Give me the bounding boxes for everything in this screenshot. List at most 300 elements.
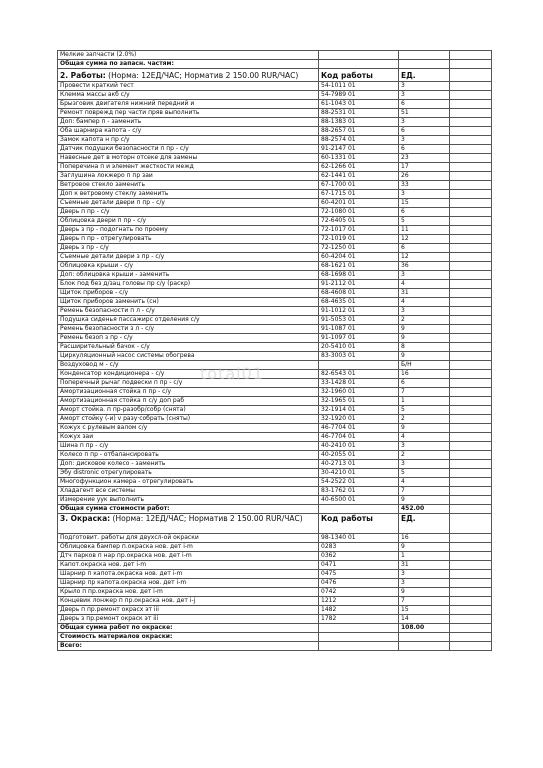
work-cell-extra (450, 136, 492, 145)
work-row (58, 496, 492, 505)
works-col-units: ЕД. (399, 69, 450, 82)
work-cell-name: Шина п пр - с/у (58, 442, 319, 451)
work-cell-extra (450, 226, 492, 235)
work-cell-qty: 7 (399, 487, 450, 496)
work-cell-extra (450, 208, 492, 217)
paint-cell-code: 1482 (319, 606, 399, 615)
work-cell-extra (450, 172, 492, 181)
work-cell-code: 72-1250 01 (319, 244, 399, 253)
work-cell-extra (450, 154, 492, 163)
paint-cell-qty: 31 (399, 561, 450, 570)
work-cell-extra (450, 235, 492, 244)
work-cell-extra (450, 361, 492, 370)
work-cell-code: 32-1914 01 (319, 406, 399, 415)
works-title-bold: 2. Работы: (60, 70, 106, 80)
materials-label: Стоимость материалов окраски: (58, 633, 319, 642)
paint-cell-name: Дверь з пр.ремонт окраск эт iii (58, 615, 319, 624)
work-cell-name: Ремень безоп з пр - с/у (58, 334, 319, 343)
work-row (58, 82, 492, 91)
paint-cell-code: 0283 (319, 543, 399, 552)
work-row (58, 253, 492, 262)
work-row (58, 415, 492, 424)
paint-cell-qty: 3 (399, 579, 450, 588)
parts-cell-code (319, 51, 399, 60)
paint-col-code: Код работы (319, 514, 399, 534)
work-cell-code: 54-1011 01 (319, 82, 399, 91)
work-cell-extra (450, 316, 492, 325)
watermark-logo: total01 (200, 364, 264, 383)
work-cell-name: Брызговик двигателя нижний передний и (58, 100, 319, 109)
work-cell-code: 30-4210 01 (319, 469, 399, 478)
paint-cell-qty: 16 (399, 534, 450, 543)
work-row (58, 325, 492, 334)
paint-col-extra (450, 514, 492, 534)
work-cell-name: Амортизационная стойка п пр - с/у (58, 388, 319, 397)
work-cell-qty: 33 (399, 181, 450, 190)
work-row (58, 298, 492, 307)
work-cell-qty: 31 (399, 289, 450, 298)
work-cell-code: 88-2531 01 (319, 109, 399, 118)
paint-row (58, 543, 492, 552)
work-cell-extra (450, 82, 492, 91)
paint-cell-name: Шарнир пр капота.окраска нов. дет i-m (58, 579, 319, 588)
paint-cell-qty: 9 (399, 543, 450, 552)
work-cell-name: Хладагент все системы (58, 487, 319, 496)
work-row (58, 451, 492, 460)
paint-cell-name: Дверь п пр.ремонт окрасх эт iii (58, 606, 319, 615)
paint-cell-code: 0742 (319, 588, 399, 597)
work-cell-qty: 6 (399, 208, 450, 217)
parts-total-value (399, 60, 450, 69)
work-cell-qty: 6 (399, 100, 450, 109)
work-cell-code: 68-1621 01 (319, 262, 399, 271)
works-total-label: Общая сумма стоимости работ: (58, 505, 319, 514)
parts-cell-name: Мелкие запчасти (2.0%) (58, 51, 319, 60)
works-total-empty (319, 505, 399, 514)
work-cell-code: 46-7704 01 (319, 424, 399, 433)
work-row (58, 271, 492, 280)
work-cell-name: Съемные детали двери п пр - с/у (58, 199, 319, 208)
work-cell-extra (450, 451, 492, 460)
work-cell-extra (450, 469, 492, 478)
work-cell-code: 54-2522 01 (319, 478, 399, 487)
paint-cell-extra (450, 615, 492, 624)
work-cell-name: Щиток приборов заменить (сн) (58, 298, 319, 307)
work-cell-code: 33-1428 01 (319, 379, 399, 388)
work-cell-code: 62-1266 01 (319, 163, 399, 172)
paint-cell-extra (450, 579, 492, 588)
paint-cell-code: 1212 (319, 597, 399, 606)
work-cell-name: Клемма массы акб с/у (58, 91, 319, 100)
grand-total-empty-3 (450, 642, 492, 651)
paint-total-extra (450, 624, 492, 633)
paint-cell-qty: 1 (399, 552, 450, 561)
work-cell-extra (450, 217, 492, 226)
work-cell-code: 61-1043 01 (319, 100, 399, 109)
work-cell-code: 72-6405 01 (319, 217, 399, 226)
work-cell-name: Ремень безопасности з л - с/у (58, 325, 319, 334)
work-cell-qty: 3 (399, 307, 450, 316)
works-section-title (58, 69, 319, 82)
paint-row (58, 534, 492, 543)
work-cell-code: 60-4201 01 (319, 199, 399, 208)
work-cell-qty: 4 (399, 433, 450, 442)
work-cell-qty: 2 (399, 415, 450, 424)
paint-cell-name: Крыло п пр.окраска нов. дет i-m (58, 588, 319, 597)
work-cell-qty: 36 (399, 262, 450, 271)
materials-empty-1 (319, 633, 399, 642)
work-cell-name: Кожух заи (58, 433, 319, 442)
paint-cell-name: Облицовка бампер п.окраска нов. дет i-m (58, 543, 319, 552)
work-cell-extra (450, 433, 492, 442)
work-cell-code: 20-5410 01 (319, 343, 399, 352)
work-cell-name: Амортизационная стойка п с/у доп раб (58, 397, 319, 406)
work-cell-code: 91-1087 01 (319, 325, 399, 334)
work-cell-qty: 12 (399, 253, 450, 262)
work-cell-extra (450, 253, 492, 262)
work-cell-qty: 26 (399, 172, 450, 181)
paint-cell-extra (450, 597, 492, 606)
work-cell-code: 32-1965 01 (319, 397, 399, 406)
estimate-document (57, 50, 491, 651)
work-row (58, 343, 492, 352)
work-cell-qty: 2 (399, 451, 450, 460)
work-cell-qty: 7 (399, 388, 450, 397)
work-cell-code: 46-7704 01 (319, 433, 399, 442)
work-row (58, 163, 492, 172)
work-cell-code: 91-2147 01 (319, 145, 399, 154)
paint-cell-code: 0476 (319, 579, 399, 588)
work-cell-qty: 4 (399, 298, 450, 307)
work-cell-code: 91-5053 01 (319, 316, 399, 325)
paint-cell-code: 0471 (319, 561, 399, 570)
work-cell-extra (450, 181, 492, 190)
paint-cell-code: 98-1340 01 (319, 534, 399, 543)
paint-row (58, 588, 492, 597)
work-cell-code: 40-2713 01 (319, 460, 399, 469)
parts-total-empty (319, 60, 399, 69)
work-cell-extra (450, 289, 492, 298)
work-cell-qty: 2 (399, 316, 450, 325)
work-cell-qty: 3 (399, 91, 450, 100)
work-cell-qty: 23 (399, 154, 450, 163)
work-cell-name: Измерение уук выполнить (58, 496, 319, 505)
paint-row (58, 615, 492, 624)
work-cell-extra (450, 442, 492, 451)
work-cell-extra (450, 343, 492, 352)
work-cell-extra (450, 163, 492, 172)
work-cell-extra (450, 487, 492, 496)
paint-cell-qty: 15 (399, 606, 450, 615)
work-cell-qty: 3 (399, 82, 450, 91)
work-cell-qty: 16 (399, 370, 450, 379)
work-cell-qty: 17 (399, 163, 450, 172)
work-cell-extra (450, 262, 492, 271)
work-cell-extra (450, 460, 492, 469)
work-cell-name: Колесо п пр - отбалансировать (58, 451, 319, 460)
work-cell-code: 91-1097 01 (319, 334, 399, 343)
work-cell-qty: 3 (399, 136, 450, 145)
work-cell-code: 72-1019 01 (319, 235, 399, 244)
paint-cell-code: 1782 (319, 615, 399, 624)
work-row (58, 307, 492, 316)
work-cell-name: Доп к ветровому стеклу заменить (58, 190, 319, 199)
work-cell-name: Доп: бампер п - заменить (58, 118, 319, 127)
work-cell-code: 40-2410 01 (319, 442, 399, 451)
work-cell-code: 88-2574 01 (319, 136, 399, 145)
paint-cell-extra (450, 588, 492, 597)
work-cell-qty: 12 (399, 235, 450, 244)
paint-cell-code: 0362 (319, 552, 399, 561)
work-row (58, 379, 492, 388)
work-cell-extra (450, 379, 492, 388)
work-cell-name: Многофункцион камера - отрегулировать (58, 478, 319, 487)
work-cell-qty: Б/Н (399, 361, 450, 370)
estimate-table (57, 50, 492, 651)
work-cell-code: 40-2055 01 (319, 451, 399, 460)
work-cell-code: 68-4635 01 (319, 298, 399, 307)
work-row (58, 424, 492, 433)
paint-cell-name: Концевик лонжер п пр.окраска нов. дет i-j (58, 597, 319, 606)
paint-row (58, 570, 492, 579)
work-cell-qty: 51 (399, 109, 450, 118)
work-cell-name: Облицовка крыши - с/у (58, 262, 319, 271)
paint-row (58, 579, 492, 588)
work-cell-code (319, 361, 399, 370)
work-cell-name: Заглушина локжеро п пр заи (58, 172, 319, 181)
grand-total-label: Всего: (58, 642, 319, 651)
work-row (58, 208, 492, 217)
work-cell-code: 88-2657 01 (319, 127, 399, 136)
paint-col-units: ЕД. (399, 514, 450, 534)
parts-total-row (58, 60, 492, 69)
work-cell-extra (450, 424, 492, 433)
work-row (58, 181, 492, 190)
paint-row (58, 552, 492, 561)
work-cell-name: Блок под без д/зац головы пр с/у (раскр) (58, 280, 319, 289)
work-cell-name: Доп: облицовка крыши - заменить (58, 271, 319, 280)
work-cell-name: Дверь з пр - подогнать по проему (58, 226, 319, 235)
work-cell-qty: 6 (399, 244, 450, 253)
work-cell-qty: 3 (399, 271, 450, 280)
work-cell-name: Щиток приборов - с/у (58, 289, 319, 298)
work-row (58, 190, 492, 199)
work-cell-code: 83-1762 01 (319, 487, 399, 496)
paint-cell-extra (450, 606, 492, 615)
work-cell-extra (450, 100, 492, 109)
paint-cell-extra (450, 543, 492, 552)
work-row (58, 280, 492, 289)
work-cell-code: 67-1715 01 (319, 190, 399, 199)
work-cell-name: Дверь п пр - с/у (58, 208, 319, 217)
work-cell-extra (450, 244, 492, 253)
work-row (58, 334, 492, 343)
work-cell-name: Дверь з пр - с/у (58, 244, 319, 253)
work-cell-code: 54-7989 01 (319, 91, 399, 100)
work-cell-qty: 6 (399, 379, 450, 388)
work-cell-name: Датчик подушки безопасности п пр - с/у (58, 145, 319, 154)
work-cell-extra (450, 109, 492, 118)
paint-section-title (58, 514, 319, 534)
paint-cell-name: Шарнир п капота.окраска нов. дет i-m (58, 570, 319, 579)
work-row (58, 118, 492, 127)
works-section-header (58, 69, 492, 82)
work-cell-name: Поперечина п и элемент жесткости межд (58, 163, 319, 172)
works-total-row (58, 505, 492, 514)
work-cell-qty: 5 (399, 217, 450, 226)
work-row (58, 172, 492, 181)
work-cell-code: 60-4204 01 (319, 253, 399, 262)
paint-cell-name: Подготовит. работы для двухсл-ой окраски (58, 534, 319, 543)
work-cell-code: 60-1331 01 (319, 154, 399, 163)
work-cell-name: Оба шарнира капота - с/у (58, 127, 319, 136)
works-rows (58, 82, 492, 505)
work-cell-code: 68-1698 01 (319, 271, 399, 280)
work-cell-qty: 9 (399, 496, 450, 505)
paint-cell-qty: 7 (399, 597, 450, 606)
paint-cell-extra (450, 534, 492, 543)
work-cell-qty: 3 (399, 442, 450, 451)
work-cell-qty: 5 (399, 406, 450, 415)
works-title-rest: (Норма: 12ЕД/ЧАС; Норматив 2 150.00 RUR/ЧАС) (105, 70, 299, 80)
work-cell-name: Аморт стойка. п пр-разобр/собр (снята) (58, 406, 319, 415)
paint-cell-extra (450, 561, 492, 570)
work-row (58, 478, 492, 487)
paint-cell-qty: 3 (399, 570, 450, 579)
work-row (58, 469, 492, 478)
work-row (58, 460, 492, 469)
paint-total-empty (319, 624, 399, 633)
work-row (58, 352, 492, 361)
work-cell-qty: 4 (399, 280, 450, 289)
work-cell-name: Подушка сиденья пассажирс отделения с/у (58, 316, 319, 325)
work-cell-extra (450, 271, 492, 280)
work-cell-name: Ремень безопасности п л - с/у (58, 307, 319, 316)
grand-total-empty-2 (399, 642, 450, 651)
work-cell-name: Облицовка двери п пр - с/у (58, 217, 319, 226)
work-cell-qty: 11 (399, 226, 450, 235)
work-row (58, 406, 492, 415)
paint-title-rest: (Норма: 12ЕД/ЧАС; Норматив 2 150.00 RUR/ЧАС) (110, 514, 303, 523)
works-total-extra (450, 505, 492, 514)
parts-total-extra (450, 60, 492, 69)
paint-row (58, 561, 492, 570)
work-cell-code: 68-4608 01 (319, 289, 399, 298)
work-cell-extra (450, 91, 492, 100)
work-cell-extra (450, 325, 492, 334)
work-cell-extra (450, 280, 492, 289)
work-cell-name: Замок капота н пр с/у (58, 136, 319, 145)
work-cell-code: 32-1920 01 (319, 415, 399, 424)
work-row (58, 226, 492, 235)
work-cell-code: 32-1960 01 (319, 388, 399, 397)
work-cell-name: Воздуховод м - с/у (58, 361, 319, 370)
paint-cell-name: Капот.окраска нов. дет i-m (58, 561, 319, 570)
materials-empty-3 (450, 633, 492, 642)
work-cell-name: Доп: дисковое колесо - заменить (58, 460, 319, 469)
work-row (58, 433, 492, 442)
paint-row (58, 606, 492, 615)
paint-cell-qty: 14 (399, 615, 450, 624)
work-cell-code: 91-2112 01 (319, 280, 399, 289)
paint-total-label: Общая сумма работ по окраске: (58, 624, 319, 633)
work-cell-code: 40-6500 01 (319, 496, 399, 505)
materials-empty-2 (399, 633, 450, 642)
work-cell-qty: 6 (399, 127, 450, 136)
work-cell-code: 82-6543 01 (319, 370, 399, 379)
work-row (58, 388, 492, 397)
work-cell-qty: 9 (399, 424, 450, 433)
parts-cell-extra (450, 51, 492, 60)
work-row (58, 487, 492, 496)
work-cell-extra (450, 298, 492, 307)
parts-row (58, 51, 492, 60)
paint-cell-name: Дтч парков п нар пр.окраска нов. дет i-m (58, 552, 319, 561)
works-col-extra (450, 69, 492, 82)
work-row (58, 91, 492, 100)
work-cell-extra (450, 352, 492, 361)
materials-row (58, 633, 492, 642)
works-total-value: 452.00 (399, 505, 450, 514)
work-cell-qty: 3 (399, 118, 450, 127)
work-cell-extra (450, 478, 492, 487)
work-cell-extra (450, 415, 492, 424)
work-cell-extra (450, 118, 492, 127)
work-cell-extra (450, 496, 492, 505)
paint-title-bold: 3. Окраска: (60, 514, 111, 523)
work-cell-name: Расширительный бачок - с/у (58, 343, 319, 352)
work-row (58, 442, 492, 451)
work-cell-extra (450, 370, 492, 379)
paint-total-row (58, 624, 492, 633)
work-cell-name: Провести краткий тест (58, 82, 319, 91)
parts-total-label: Общая сумма по запасн. частям: (58, 60, 319, 69)
work-cell-code: 72-1080 01 (319, 208, 399, 217)
work-cell-name: Навесные дет в моторн отсеке для замены (58, 154, 319, 163)
work-cell-extra (450, 406, 492, 415)
work-cell-qty: 15 (399, 199, 450, 208)
work-cell-qty: 9 (399, 325, 450, 334)
work-row (58, 145, 492, 154)
parts-cell-qty (399, 51, 450, 60)
grand-total-empty-1 (319, 642, 399, 651)
work-cell-qty: 9 (399, 352, 450, 361)
work-cell-name: Съемные детали двери з пр - с/у (58, 253, 319, 262)
work-row (58, 361, 492, 370)
paint-cell-extra (450, 570, 492, 579)
work-cell-extra (450, 199, 492, 208)
grand-total-row (58, 642, 492, 651)
work-row (58, 100, 492, 109)
work-row (58, 370, 492, 379)
paint-row (58, 597, 492, 606)
parts-tail-rows (58, 51, 492, 60)
work-cell-name: Ремонт поврежд пер части пряв выполнить (58, 109, 319, 118)
paint-section-header (58, 514, 492, 534)
work-cell-qty: 4 (399, 478, 450, 487)
paint-cell-code: 0475 (319, 570, 399, 579)
work-cell-extra (450, 190, 492, 199)
work-row (58, 235, 492, 244)
work-cell-extra (450, 334, 492, 343)
work-row (58, 136, 492, 145)
work-row (58, 316, 492, 325)
paint-cell-qty: 9 (399, 588, 450, 597)
work-cell-name: Кожух с рулевым валом с/у (58, 424, 319, 433)
works-col-code: Код работы (319, 69, 399, 82)
work-cell-code: 62-1441 01 (319, 172, 399, 181)
work-row (58, 127, 492, 136)
